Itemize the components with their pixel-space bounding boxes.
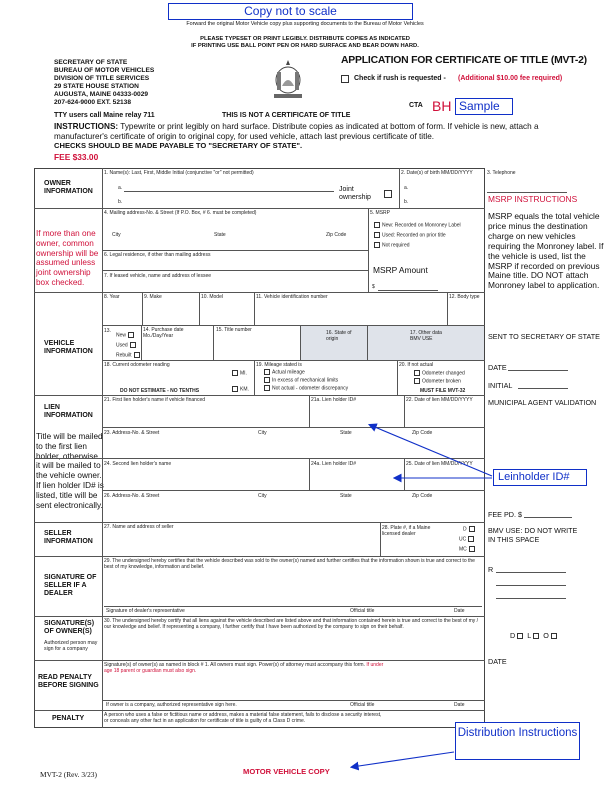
owner-signature-sub: Authorized person may sign for a company [44, 640, 98, 652]
msrp-instructions-text: MSRP equals the total vehicle price minus the destination charge on new vehicles requiring the Monroney label. If the vehicle is used, list the MSRP if recorded on previous Maine title. DO NOT attach Monroney label to application. [488, 211, 604, 291]
owner-name-label: 1. Name(s): Last, First, Middle Initial (conjunctive "or" not permitted) [104, 170, 254, 176]
owner-official-title: Official title [350, 702, 375, 708]
o-option: O [543, 631, 549, 640]
owner-certification: 30. The undersigned hereby certify that all liens against the vehicle described are listed above and that information contained herein is true and correct to the best of my / our knowledge and belief. If representing a company, I further certify that I have been authorized by the company to sign on their behalf. [104, 618, 479, 630]
sent-to-label: SENT TO SECRETARY OF STATE [488, 332, 600, 341]
first-lienholder-id-label: 21a. Lien holder ID# [311, 397, 357, 403]
msrp-label: 5. MSRP [370, 210, 391, 216]
msrp-na-text: Not required [382, 242, 410, 249]
telephone-label: 3. Telephone [487, 170, 516, 176]
msrp-dollar: $ [372, 284, 375, 290]
changed-text: Odometer changed [422, 370, 465, 377]
lien-mailing-note: Title will be mailed to the first lien holder, otherwise it will be mailed to the vehicle owner. If lien holder ID# is listed, title will be sent electronically. [36, 432, 104, 510]
msrp-instructions-title: MSRP INSTRUCTIONS [488, 194, 578, 204]
mi-text: MI. [240, 370, 247, 377]
dealer-certification: 29. The undersigned hereby certifies that the vehicle described was sold to the owner(s) named and further certifies that the information shown is true and correct to the best of my knowledge, information and belief. [104, 558, 475, 570]
agency-line: 29 STATE HOUSE STATION [54, 83, 139, 90]
d-option: D [510, 631, 516, 640]
forward-note: Forward the original Motor Vehicle copy plus supporting documents to the Bureau of Motor Vehicles [186, 21, 424, 27]
agency-line: 207-624-9000 EXT. 52138 [54, 99, 131, 106]
dealer-date: Date [454, 608, 465, 614]
used-text: Used [116, 342, 128, 349]
code-uc-text: UC [459, 536, 467, 543]
l-option: L [527, 631, 532, 640]
seller-section-label: SELLER INFORMATION [44, 530, 93, 545]
owner-date: Date [454, 702, 465, 708]
cta-label: CTA [409, 102, 423, 109]
instructions-head: INSTRUCTIONS: [54, 122, 119, 131]
dob-b: b. [404, 199, 409, 205]
first-lien-address-label: 23. Address-No. & Street [104, 430, 160, 436]
fee-amount: FEE $33.00 [54, 152, 99, 162]
first-lienholder-label: 21. First lien holder's name if vehicle financed [104, 397, 206, 403]
owner-section-label: OWNER INFORMATION [44, 180, 93, 195]
first-lien-state: State [340, 430, 352, 436]
must-file: MUST FILE MVT-32 [420, 388, 466, 394]
code-d-text: D [463, 526, 467, 533]
owner-sign-text: Signature(s) of owner(s) as named in block # 1. All owners must sign. Power(s) of attorney must accompany this form. [104, 662, 365, 668]
second-lien-city: City [258, 493, 267, 499]
lien-section-label: LIEN INFORMATION [44, 404, 93, 419]
r-label: R [488, 565, 494, 574]
motor-vehicle-copy: MOTOR VEHICLE COPY [243, 767, 330, 776]
arrow-to-lienholder-id-1 [370, 425, 492, 476]
dealer-rep-label: Signature of dealer's representative [106, 608, 185, 614]
model-label: 10. Model [201, 294, 223, 300]
fee-paid-label: FEE PD. $ [488, 510, 522, 519]
dob-a: a. [404, 185, 409, 191]
new-text: New [116, 332, 127, 339]
penalty-text: A person who uses a false or fictitious name or address, makes a material false statement, fails to disclose a security interest, or conceals any other fact in an application for certificate of title is guilty of a Class D crime. [104, 712, 382, 724]
not-actual-text: Not actual - odometer discrepancy [272, 385, 349, 392]
body-type-label: 12. Body type [449, 294, 480, 300]
msrp-amount-label: MSRP Amount [373, 265, 428, 275]
right-date-label: DATE [488, 657, 507, 666]
read-penalty-label: READ PENALTY BEFORE SIGNING [38, 674, 99, 689]
broken-text: Odometer broken [422, 378, 461, 385]
rush-label: Check if rush is requested - [354, 75, 446, 82]
city-label: City [112, 232, 121, 238]
purchase-date-label: 14. Purchase date Mo./Day/Year [143, 327, 184, 339]
rebuilt-text: Rebuilt [116, 352, 132, 359]
km-text: KM. [240, 386, 249, 393]
msrp-used-text: Used: Recorded on prior title [382, 232, 446, 239]
mailing-address-label: 4. Mailing address-No. & Street (If P.O. Box, # 6. must be completed) [104, 210, 257, 216]
dealer-plate-label: 28. Plate #, if a Maine licensed dealer [382, 525, 431, 537]
typeset-line-1: PLEASE TYPESET OR PRINT LEGIBLY. DISTRIBUTE COPIES AS INDICATED [200, 36, 410, 42]
lessee-label: 7. If leased vehicle, name and address of lessee [104, 273, 212, 279]
not-certificate-note: THIS IS NOT A CERTIFICATE OF TITLE [222, 112, 351, 119]
municipal-validation-label: MUNICIPAL AGENT VALIDATION [488, 398, 597, 407]
make-label: 9. Make [144, 294, 162, 300]
excess-text: In excess of mechanical limits [272, 377, 339, 384]
mileage-stated-label: 19. Mileage stated is [256, 362, 302, 368]
actual-text: Actual mileage [272, 369, 305, 376]
guardian-note: If under age 18 parent or guardian must also sign. [104, 662, 384, 674]
lienholder-id-annotation: Leinholder ID# [493, 469, 587, 486]
distribution-annotation: Distribution Instructions [455, 722, 580, 760]
other-data-label: 17. Other data BMV USE [410, 330, 442, 342]
scale-note: Copy not to scale [244, 4, 337, 18]
owner-signature-section-label: SIGNATURE(S) OF OWNER(S) [44, 620, 95, 635]
arrow-to-motor-vehicle-copy [352, 752, 454, 767]
condition-label: 13. [104, 328, 111, 334]
second-lien-address-label: 26. Address-No. & Street [104, 493, 160, 499]
agency-line: DIVISION OF TITLE SERVICES [54, 75, 150, 82]
form-title: APPLICATION FOR CERTIFICATE OF TITLE (MVT-2) [341, 55, 587, 66]
cta-code: BH [432, 98, 452, 114]
title-number-label: 15. Title number [216, 327, 252, 333]
typeset-line-2: IF PRINTING USE BALL POINT PEN OR HARD SURFACE AND BEAR DOWN HARD. [191, 43, 419, 49]
first-lien-date-label: 22. Date of lien MM/DD/YYYY [406, 397, 473, 403]
first-lien-zip: Zip Code [412, 430, 433, 436]
initial-label: INITIAL [488, 381, 513, 390]
dob-label: 2. Date(s) of birth MM/DD/YYYY [401, 170, 473, 176]
vehicle-section-label: VEHICLE INFORMATION [44, 340, 93, 355]
second-lienholder-id-label: 24a. Lien holder ID# [311, 461, 357, 467]
msrp-new-text: New: Recorded on Monroney Label [382, 222, 461, 229]
form-id: MVT-2 (Rev. 3/23) [40, 770, 97, 779]
agency-line: AUGUSTA, MAINE 04333-0029 [54, 91, 149, 98]
state-label: State [214, 232, 226, 238]
if-not-actual-label: 20. If not actual [399, 362, 434, 368]
second-lien-date-label: 25. Date of lien MM/DD/YYYY [406, 461, 473, 467]
agency-line: SECRETARY OF STATE [54, 59, 128, 66]
second-lienholder-label: 24. Second lien holder's name [104, 461, 172, 467]
rush-fee: (Additional $10.00 fee required) [458, 75, 563, 82]
owner-b: b. [118, 199, 123, 205]
tty-note: TTY users call Maine relay 711 [54, 112, 155, 119]
code-mc-text: MC [459, 546, 467, 553]
bmv-use-label: BMV USE: DO NOT WRITE IN THIS SPACE [488, 526, 578, 544]
instructions-text: Typewrite or print legibly on hard surface. Distribute copies as indicated at bottom of form. If vehicle is new, attach a manufacturer's certificate of origin to original copy, for used vehicle, attach last previous certificate of title. [54, 122, 539, 141]
joint-ownership-label: Joint ownership [339, 186, 371, 201]
agency-line: BUREAU OF MOTOR VEHICLES [54, 67, 155, 74]
zip-label: Zip Code [326, 232, 347, 238]
checks-payable: CHECKS SHOULD BE MADE PAYABLE TO "SECRETARY OF STATE". [54, 141, 303, 150]
first-lien-city: City [258, 430, 267, 436]
dealer-signature-section-label: SIGNATURE OF SELLER IF A DEALER [44, 574, 97, 597]
owner-a: a. [118, 185, 123, 191]
joint-ownership-note: If more than one owner, common ownership will be assumed unless joint ownership box checked. [36, 229, 99, 287]
second-lien-zip: Zip Code [412, 493, 433, 499]
state-origin-label: 16. State of origin [326, 330, 352, 342]
penalty-section-label: PENALTY [52, 715, 85, 722]
no-estimate: DO NOT ESTIMATE - NO TENTHS [120, 388, 200, 394]
odometer-label: 18. Current odometer reading [104, 362, 170, 368]
vin-label: 11. Vehicle identification number [256, 294, 328, 300]
second-lien-state: State [340, 493, 352, 499]
sample-label: Sample [455, 98, 513, 115]
year-label: 8. Year [104, 294, 120, 300]
dealer-official-title: Official title [350, 608, 375, 614]
company-rep-label: If owner is a company, authorized representative sign here. [106, 702, 237, 708]
legal-residence-label: 6. Legal residence, if other than mailing address [104, 252, 211, 258]
seller-name-label: 27. Name and address of seller [104, 524, 174, 530]
sent-date-label: DATE [488, 363, 507, 372]
